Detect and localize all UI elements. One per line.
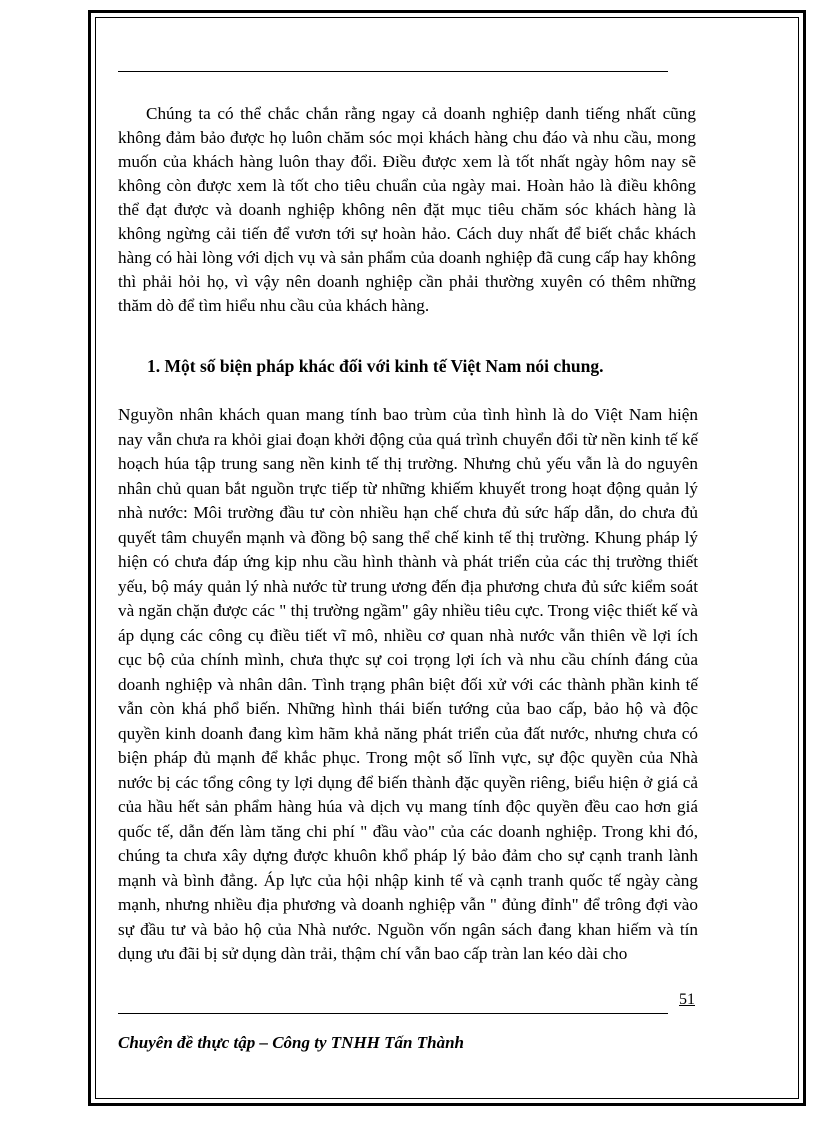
page-number: 51: [679, 991, 695, 1008]
section-heading: 1. Một số biện pháp khác đối với kinh tế Việt Nam nói chung.: [147, 356, 604, 376]
header-rule: [118, 71, 668, 72]
body-paragraph-1: Chúng ta có thể chắc chắn rằng ngay cả doanh nghiệp danh tiếng nhất cũng không đảm bảo được họ luôn chăm sóc mọi khách hàng chu đáo và nhu cầu, mong muốn của khách hàng luôn thay đổi. Điều được xem là tốt nhất ngày hôm nay sẽ không còn được xem là tốt cho tiêu chuẩn của ngày mai. Hoàn hảo là điều không thể đạt được và doanh nghiệp không nên đặt mục tiêu chăm sóc khách hàng là không ngừng cải tiến để vươn tới sự hoàn hảo. Cách duy nhất để biết chắc khách hàng có hài lòng với dịch vụ và sản phẩm của doanh nghiệp đã cung cấp hay không thì phải hỏi họ, vì vậy nên doanh nghiệp cần phải thường xuyên có thêm những thăm dò để tìm hiểu nhu cầu của khách hàng.: [118, 104, 696, 315]
body-paragraph-2: Nguyồn nhân khách quan mang tính bao trùm của tình hình là do Việt Nam hiện nay vẫn chưa ra khỏi giai đoạn khởi động của quá trình chuyển đổi từ nền kinh tế kế hoạch húa tập trung sang nền kinh tế thị trường. Nhưng chủ yếu vẫn là do nguyên nhân chủ quan bắt nguồn trực tiếp từ những khiếm khuyết trong hoạt động quản lý nhà nước: Môi trường đầu tư còn nhiều hạn chế chưa đủ sức hấp dẫn, do chưa đủ quyết tâm chuyển mạnh và đồng bộ sang thể chế kinh tế thị trường. Khung pháp lý hiện có chưa đáp ứng kịp nhu cầu hình thành và phát triển của các thị trường thiết yếu, bộ máy quản lý nhà nước từ trung ương đến địa phương chưa đủ sức kiểm soát và ngăn chặn được các " thị trường ngầm" gây nhiều tiêu cực. Trong việc thiết kế và áp dụng các công cụ điều tiết vĩ mô, nhiều cơ quan nhà nước vẫn thiên về lợi ích cục bộ của chính mình, chưa thực sự coi trọng lợi ích và nhu cầu chính đáng của doanh nghiệp và nhân dân. Tình trạng phân biệt đối xử với các thành phần kinh tế vẫn còn khá phổ biến. Những hình thái biến tướng của bao cấp, bảo hộ và độc quyền kinh doanh đang kìm hãm khả năng phát triển của đất nước, nhưng chưa có biện pháp đủ mạnh để khắc phục. Trong một số lĩnh vực, sự độc quyền của Nhà nước bị các tổng công ty lợi dụng để biến thành đặc quyền riêng, biểu hiện ở giá cả của hầu hết sản phẩm hàng húa và dịch vụ mang tính độc quyền đều cao hơn giá quốc tế, dẫn đến làm tăng chi phí " đầu vào" của các doanh nghiệp. Trong khi đó, chúng ta chưa xây dựng được khuôn khổ pháp lý bảo đảm cho sự cạnh tranh lành mạnh và bình đẳng. Áp lực của hội nhập kinh tế và cạnh tranh quốc tế ngày càng mạnh, nhưng nhiều địa phương và doanh nghiệp vẫn " đủng đỉnh" để trông đợi vào sự đầu tư và bảo hộ của Nhà nước. Nguồn vốn ngân sách đang khan hiếm và tín dụng ưu đãi bị sử dụng dàn trải, thậm chí vẫn bao cấp tràn lan kéo dài cho: [118, 405, 698, 963]
footer-text: Chuyên đề thực tập – Công ty TNHH Tấn Thành: [118, 1033, 464, 1052]
footer-rule: [118, 1013, 668, 1014]
